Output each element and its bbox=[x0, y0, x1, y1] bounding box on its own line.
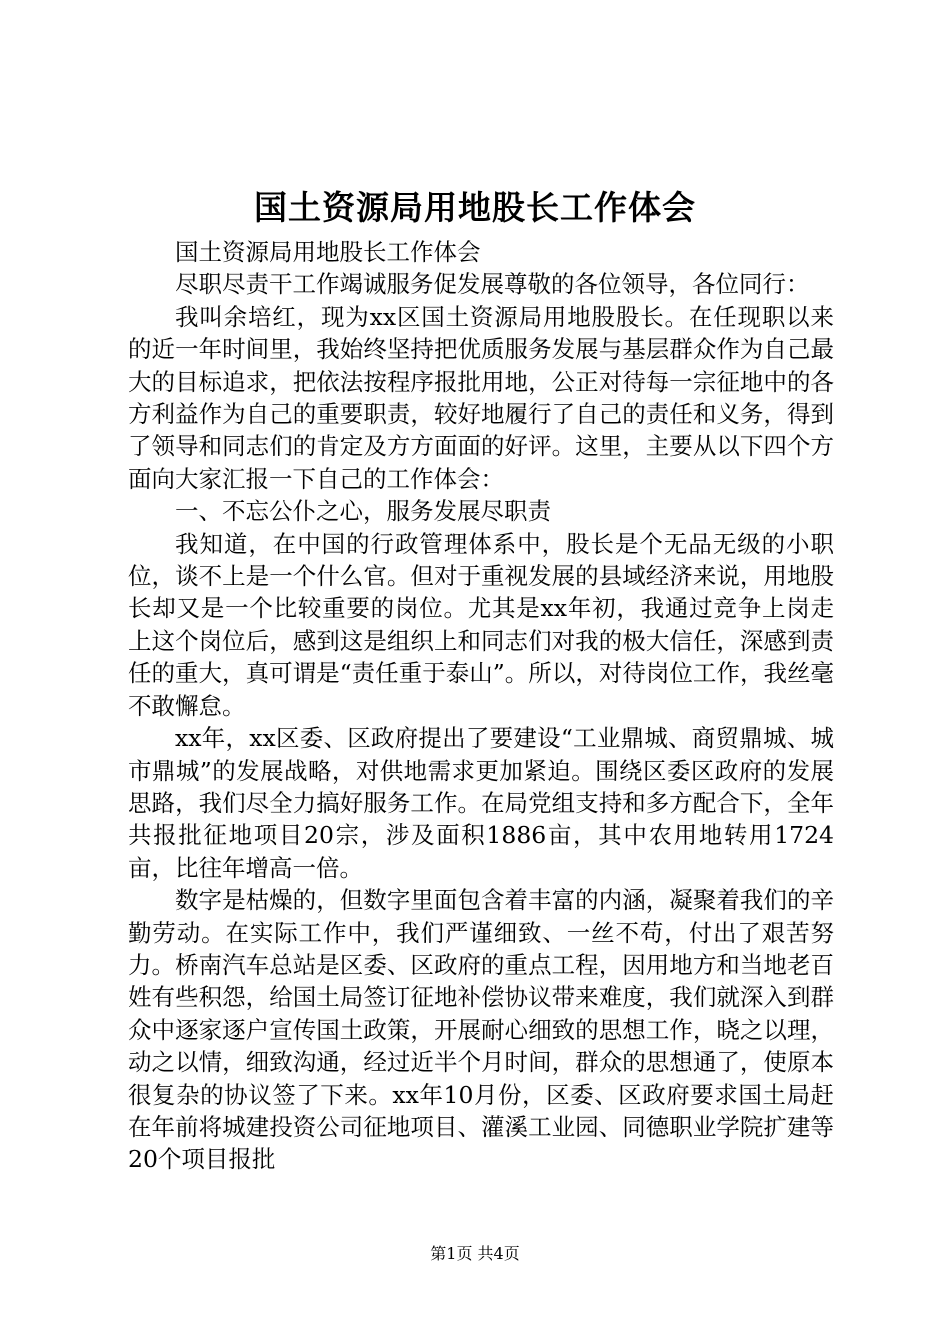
paragraph-role-awareness: 我知道，在中国的行政管理体系中，股长是个无品无级的小职位，谈不上是一个什么官。但对于重视发展的县域经济来说，用地股长却又是一个比较重要的岗位。尤其是xx年初，我通过竞争上岗走上这个岗位后，感到这是组织上和同志们对我的极大信任，深感到责任的重大，真可谓是“责任重于泰山”。所以，对待岗位工作，我丝毫不敢懈怠。 bbox=[128, 529, 834, 720]
paragraph-work-details: 数字是枯燥的，但数字里面包含着丰富的内涵，凝聚着我们的辛勤劳动。在实际工作中，我们严谨细致、一丝不苟，付出了艰苦努力。桥南汽车总站是区委、区政府的重点工程，因用地方和当地老百姓有些积怨，给国土局签订征地补偿协议带来难度，我们就深入到群众中逐家逐户宣传国土政策，开展耐心细致的思想工作，晓之以理，动之以情，细致沟通，经过近半个月时间，群众的思想通了，使原本很复杂的协议签了下来。xx年10月份，区委、区政府要求国土局赶在年前将城建投资公司征地项目、灌溪工业园、同德职业学院扩建等20个项目报批 bbox=[128, 886, 834, 1174]
section-heading-1: 一、不忘公仆之心，服务发展尽职责 bbox=[175, 497, 551, 526]
page-footer: 第1页 共4页 bbox=[430, 1244, 520, 1263]
paragraph-annual-results: xx年，xx区委、区政府提出了要建设“工业鼎城、商贸鼎城、城市鼎城”的发展战略，对供地需求更加紧迫。围绕区委区政府的发展思路，我们尽全力搞好服务工作。在局党组支持和多方配合下，全年共报批征地项目20宗，涉及面积1886亩，其中农用地转用1724亩，比往年增高一倍。 bbox=[128, 724, 834, 882]
paragraph-subtitle: 国土资源局用地股长工作体会 bbox=[175, 238, 481, 266]
paragraph-introduction: 我叫余培红，现为xx区国土资源局用地股股长。在任现职以来的近一年时间里，我始终坚持把优质服务发展与基层群众作为自己最大的目标追求，把依法按程序报批用地，公正对待每一宗征地中的各方利益作为自己的重要职责，较好地履行了自己的责任和义务，得到了领导和同志们的肯定及方方面面的好评。这里，主要从以下四个方面向大家汇报一下自己的工作体会： bbox=[128, 302, 834, 493]
paragraph-greeting: 尽职尽责干工作竭诚服务促发展尊敬的各位领导，各位同行： bbox=[175, 270, 810, 299]
document-body bbox=[128, 236, 834, 1176]
document-title: 国土资源局用地股长工作体会 bbox=[254, 188, 696, 227]
